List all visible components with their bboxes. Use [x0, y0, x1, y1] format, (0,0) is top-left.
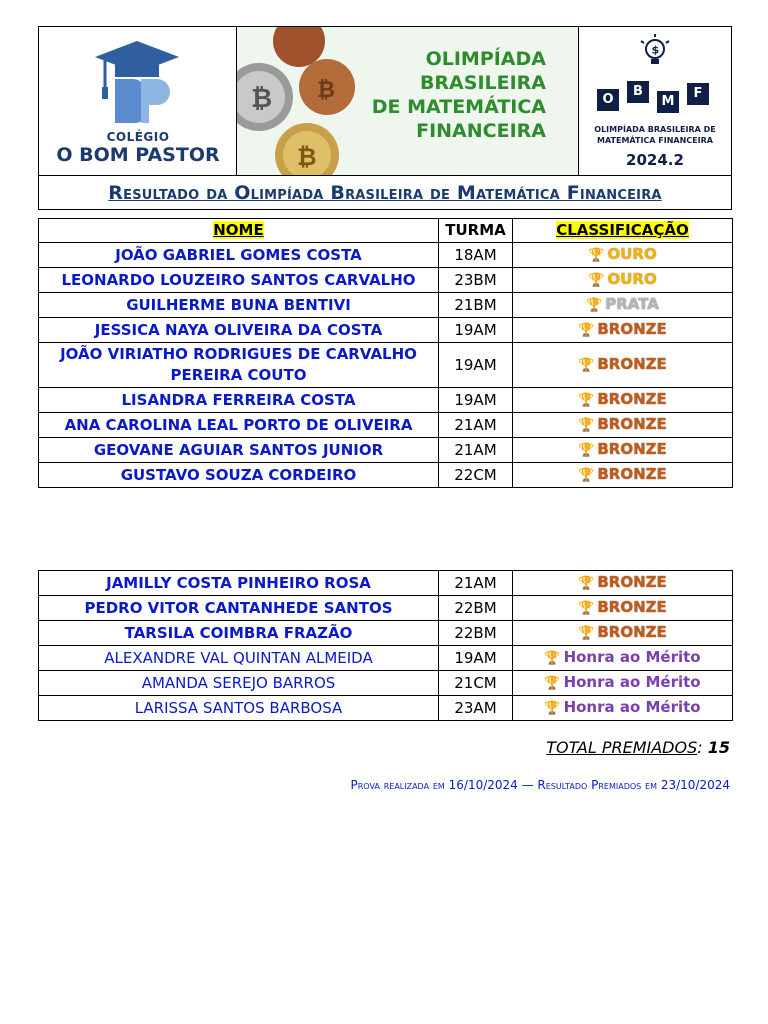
obmf-subtitle-line: MATEMÁTICA FINANCEIRA: [597, 136, 713, 145]
student-name: GUILHERME BUNA BENTIVI: [39, 293, 439, 318]
trophy-icon: 🏆: [578, 358, 595, 373]
trophy-icon: 🏆: [544, 651, 561, 666]
table-row: [39, 268, 733, 293]
obmf-letter-box: B: [627, 81, 649, 103]
award-cell: [513, 413, 733, 438]
award-cell: [513, 696, 733, 721]
student-class: 21AM: [439, 413, 513, 438]
award-label: Honra ao Mérito: [563, 698, 701, 716]
lightbulb-dollar-icon: [637, 33, 673, 69]
student-name: LISANDRA FERREIRA COSTA: [39, 388, 439, 413]
award-label: BRONZE: [597, 390, 667, 408]
obmf-letters: [597, 81, 713, 113]
svg-text:₿: ₿: [317, 78, 335, 103]
student-class: 19AM: [439, 388, 513, 413]
award-label: Honra ao Mérito: [563, 673, 701, 691]
table-row: [39, 343, 733, 388]
student-class: 23AM: [439, 696, 513, 721]
trophy-icon: 🏆: [578, 443, 595, 458]
table-row: [39, 621, 733, 646]
obmf-letter-box: M: [657, 91, 679, 113]
school-logo-cell: [39, 27, 237, 175]
award-cell: [513, 388, 733, 413]
table-row: [39, 571, 733, 596]
table-row: [39, 413, 733, 438]
table-row: [39, 646, 733, 671]
trophy-icon: 🏆: [578, 418, 595, 433]
student-name: GUSTAVO SOUZA CORDEIRO: [39, 463, 439, 488]
footer-note: Prova realizada em 16/10/2024 — Resultado Premiados em 23/10/2024: [350, 778, 730, 792]
trophy-icon: 🏆: [578, 601, 595, 616]
table-row: [39, 463, 733, 488]
student-class: 21BM: [439, 293, 513, 318]
student-name: GEOVANE AGUIAR SANTOS JUNIOR: [39, 438, 439, 463]
student-class: 21CM: [439, 671, 513, 696]
award-cell: [513, 646, 733, 671]
student-name: JOÃO GABRIEL GOMES COSTA: [39, 243, 439, 268]
award-cell: [513, 621, 733, 646]
banner-line: DE MATEMÁTICA: [371, 96, 546, 118]
header-classification-label: CLASSIFICAÇÃO: [556, 221, 689, 239]
header-turma-label: TURMA: [445, 221, 506, 239]
student-class: 22BM: [439, 596, 513, 621]
graduation-cap-bp-logo: [91, 37, 183, 127]
student-class: 21AM: [439, 571, 513, 596]
trophy-icon: 🏆: [544, 701, 561, 716]
trophy-icon: 🏆: [578, 468, 595, 483]
obmf-year: 2024.2: [626, 151, 684, 169]
award-label: BRONZE: [597, 415, 667, 433]
award-label: BRONZE: [597, 465, 667, 483]
student-class: 22BM: [439, 621, 513, 646]
award-cell: [513, 438, 733, 463]
table-row: [39, 671, 733, 696]
banner-line: OLIMPÍADA: [425, 48, 546, 70]
table-row: [39, 596, 733, 621]
student-name: JAMILLY COSTA PINHEIRO ROSA: [39, 571, 439, 596]
school-small-label: COLÉGIO: [106, 130, 170, 144]
banner-title: [326, 47, 546, 143]
award-label: Honra ao Mérito: [563, 648, 701, 666]
award-cell: [513, 318, 733, 343]
banner-line: BRASILEIRA: [419, 72, 546, 94]
table-row: [39, 243, 733, 268]
award-cell: [513, 596, 733, 621]
table-row: [39, 696, 733, 721]
award-label: OURO: [607, 245, 657, 263]
trophy-icon: 🏆: [578, 576, 595, 591]
trophy-icon: 🏆: [588, 273, 605, 288]
title-row: [39, 175, 731, 209]
student-class: 23BM: [439, 268, 513, 293]
table-row: [39, 293, 733, 318]
student-name: JESSICA NAYA OLIVEIRA DA COSTA: [39, 318, 439, 343]
table-row: [39, 438, 733, 463]
award-cell: [513, 243, 733, 268]
table-row: [39, 318, 733, 343]
trophy-icon: 🏆: [578, 323, 595, 338]
table-row: [39, 388, 733, 413]
student-name: JOÃO VIRIATHO RODRIGUES DE CARVALHO PEREIRA COUTO: [39, 343, 439, 388]
student-name: LEONARDO LOUZEIRO SANTOS CARVALHO: [39, 268, 439, 293]
award-label: BRONZE: [597, 440, 667, 458]
header-name: [39, 219, 439, 243]
table-header-row: [39, 219, 733, 243]
award-label: BRONZE: [597, 623, 667, 641]
document-header: [38, 26, 732, 210]
award-label: BRONZE: [597, 355, 667, 373]
award-label: BRONZE: [597, 598, 667, 616]
student-class: 19AM: [439, 646, 513, 671]
trophy-icon: 🏆: [586, 298, 603, 313]
student-class: 18AM: [439, 243, 513, 268]
student-class: 21AM: [439, 438, 513, 463]
page-title: Resultado da Olimpíada Brasileira de Matemática Financeira: [108, 182, 662, 204]
obmf-logo-cell: [579, 27, 731, 175]
results-table: [38, 218, 733, 488]
student-class: 19AM: [439, 318, 513, 343]
award-cell: [513, 571, 733, 596]
obmf-banner: [237, 27, 579, 175]
obmf-letter-box: F: [687, 83, 709, 105]
award-label: BRONZE: [597, 320, 667, 338]
header-logos-row: [39, 27, 731, 175]
results-table-continued: [38, 570, 733, 721]
obmf-letter-box: O: [597, 89, 619, 111]
total-label: TOTAL PREMIADOS: [546, 738, 698, 757]
award-label: PRATA: [605, 295, 659, 313]
student-class: 19AM: [439, 343, 513, 388]
student-name: PEDRO VITOR CANTANHEDE SANTOS: [39, 596, 439, 621]
header-name-label: NOME: [213, 221, 264, 239]
trophy-icon: 🏆: [578, 393, 595, 408]
award-cell: [513, 671, 733, 696]
total-value: 15: [707, 738, 730, 757]
award-cell: [513, 293, 733, 318]
award-label: OURO: [607, 270, 657, 288]
trophy-icon: 🏆: [588, 248, 605, 263]
student-name: LARISSA SANTOS BARBOSA: [39, 696, 439, 721]
svg-text:₿: ₿: [297, 143, 317, 171]
total-awarded: TOTAL PREMIADOS: 15: [546, 738, 730, 757]
school-name: O BOM PASTOR: [56, 144, 220, 166]
student-name: TARSILA COIMBRA FRAZÃO: [39, 621, 439, 646]
svg-text:₿: ₿: [251, 84, 273, 114]
award-label: BRONZE: [597, 573, 667, 591]
header-classification: [513, 219, 733, 243]
award-cell: [513, 463, 733, 488]
student-class: 22CM: [439, 463, 513, 488]
obmf-subtitle: [579, 124, 731, 146]
banner-line: FINANCEIRA: [416, 120, 546, 142]
award-cell: [513, 343, 733, 388]
trophy-icon: 🏆: [578, 626, 595, 641]
trophy-icon: 🏆: [544, 676, 561, 691]
student-name: ALEXANDRE VAL QUINTAN ALMEIDA: [39, 646, 439, 671]
student-name: AMANDA SEREJO BARROS: [39, 671, 439, 696]
svg-text:$: $: [651, 43, 660, 57]
obmf-subtitle-line: OLIMPÍADA BRASILEIRA DE: [594, 125, 716, 134]
header-turma: [439, 219, 513, 243]
award-cell: [513, 268, 733, 293]
student-name: ANA CAROLINA LEAL PORTO DE OLIVEIRA: [39, 413, 439, 438]
